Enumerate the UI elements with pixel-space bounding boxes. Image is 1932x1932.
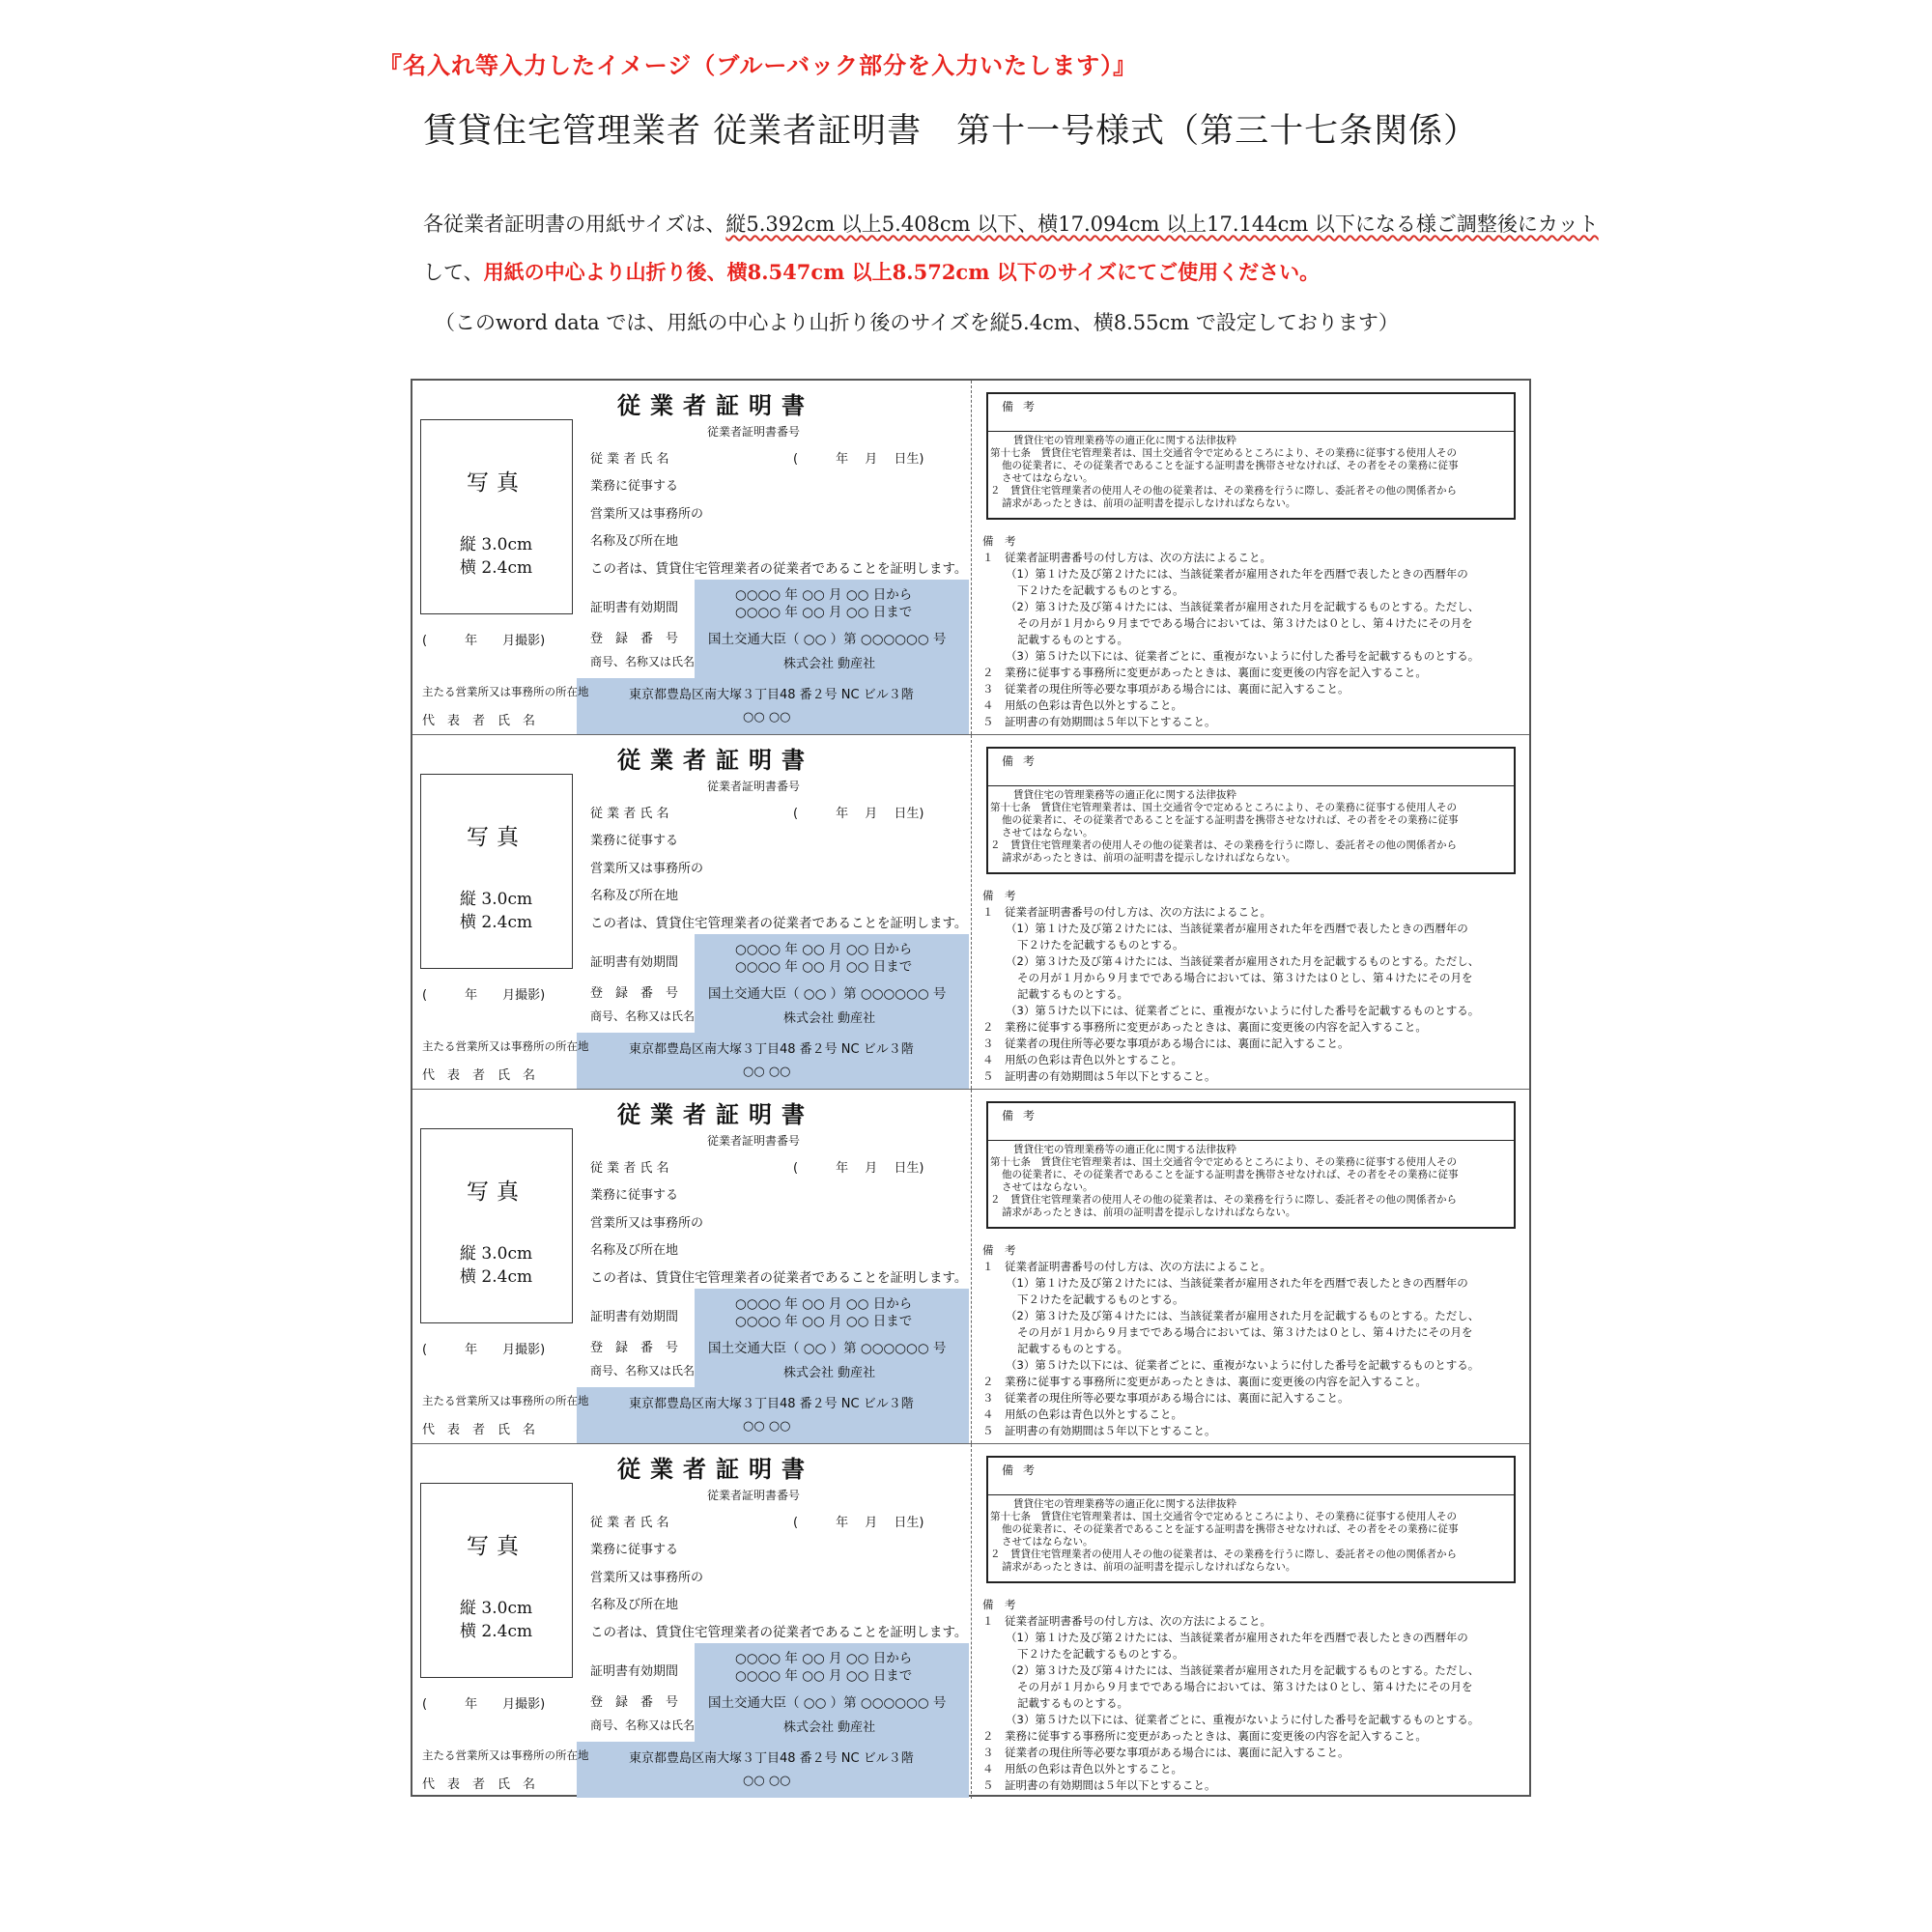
certify-statement: この者は、賃貸住宅管理業者の従業者であることを証明します。 [590, 1625, 968, 1640]
photo-area [420, 774, 573, 969]
validity-label: 証明書有効期間 [590, 601, 679, 615]
registration-number: 国土交通大臣（ ○○ ）第 ○○○○○○ 号 [708, 1341, 947, 1356]
note-item: ４ 用紙の色彩は青色以外とすること。 [982, 1053, 1182, 1066]
remarks-heading: 備考 [1002, 400, 1045, 413]
law-excerpt [990, 1498, 1512, 1574]
law-line: 請求があったときは、前項の証明書を提示しなければならない。 [1002, 497, 1296, 509]
photo-width: 横 2.4cm [460, 558, 533, 578]
note-item: （3）第５けた以下には、従業者ごとに、重複がないように付した番号を記載するものとする。 [1006, 1713, 1480, 1726]
note-item: ３ 従業者の現住所等必要な事項がある場合には、裏面に記入すること。 [982, 1037, 1350, 1050]
registration-number: 国土交通大臣（ ○○ ）第 ○○○○○○ 号 [708, 1695, 947, 1711]
representative-label: 代 表 者 氏 名 [422, 714, 536, 728]
remarks-heading: 備考 [1002, 1109, 1045, 1122]
note-item: （2）第３けた及び第４けたには、当該従業者が雇用された月を記載するものとする。ただし、 [1006, 600, 1480, 613]
certificate-card-4 [412, 1444, 1529, 1799]
certificate-sheet [411, 379, 1531, 1797]
office-label-2: 営業所又は事務所の [590, 1216, 704, 1231]
note-item: 記載するものとする。 [1017, 987, 1128, 1001]
law-title: 賃貸住宅の管理業務等の適正化に関する法律抜粋 [1013, 1498, 1236, 1510]
law-excerpt [990, 435, 1512, 510]
company-name: 株式会社 動産社 [783, 1366, 876, 1380]
note-item: （2）第３けた及び第４けたには、当該従業者が雇用された月を記載するものとする。ただし、 [1006, 1663, 1480, 1677]
photo-height: 縦 3.0cm [460, 1244, 533, 1264]
law-line: 第十七条 賃貸住宅管理業者は、国土交通省令で定めるところにより、その業務に従事する使用人その [990, 447, 1457, 459]
remarks-heading: 備考 [1002, 754, 1045, 768]
trade-name-label: 商号、名称又は氏名 [590, 1009, 696, 1023]
law-line: 他の従業者に、その従業者であることを証する証明書を携帯させなければ、その者をその業務に従事 [1002, 1169, 1459, 1180]
note-item: １ 従業者証明書番号の付し方は、次の方法によること。 [982, 551, 1271, 564]
note-item: １ 従業者証明書番号の付し方は、次の方法によること。 [982, 905, 1271, 919]
notes-heading: 備 考 [982, 534, 1016, 548]
instruction-2a: して、 [423, 261, 484, 284]
registration-label: 登 録 番 号 [590, 632, 679, 646]
note-item: その月が１月から９月までである場合においては、第３けたは０とし、第４けたにその月を [1017, 1680, 1473, 1693]
card-back [973, 735, 1531, 1089]
law-title: 賃貸住宅の管理業務等の適正化に関する法律抜粋 [1013, 435, 1236, 446]
law-line: ２ 賃貸住宅管理業者の使用人その他の従業者は、その業務を行うに際し、委託者その他の関係者から [990, 839, 1457, 851]
note-item: （3）第５けた以下には、従業者ごとに、重複がないように付した番号を記載するものとする。 [1006, 1004, 1480, 1017]
validity-from: ○○○○ 年 ○○ 月 ○○ 日から [735, 587, 913, 603]
birth-date: ( 年 月 日生) [793, 452, 924, 467]
law-line: 請求があったときは、前項の証明書を提示しなければならない。 [1002, 852, 1296, 864]
note-item: （1）第１けた及び第２けたには、当該従業者が雇用された年を西暦で表したときの西暦年の [1006, 1631, 1468, 1644]
notes-heading: 備 考 [982, 889, 1016, 902]
validity-label: 証明書有効期間 [590, 1310, 679, 1324]
representative-name: ○○ ○○ [743, 1065, 791, 1079]
notes-list [982, 1242, 1523, 1439]
law-line: ２ 賃貸住宅管理業者の使用人その他の従業者は、その業務を行うに際し、委託者その他の関係者から [990, 485, 1457, 497]
photo-date: ( 年 月撮影) [422, 1343, 546, 1357]
card-back [973, 1090, 1531, 1443]
validity-to: ○○○○ 年 ○○ 月 ○○ 日まで [735, 959, 913, 975]
card-front [412, 1444, 971, 1799]
note-item: 下２けたを記載するものとする。 [1017, 1293, 1184, 1306]
note-item: ３ 従業者の現住所等必要な事項がある場合には、裏面に記入すること。 [982, 682, 1350, 696]
validity-label: 証明書有効期間 [590, 955, 679, 970]
law-line: 他の従業者に、その従業者であることを証する証明書を携帯させなければ、その者をその業務に従事 [1002, 460, 1459, 471]
representative-label: 代 表 者 氏 名 [422, 1777, 536, 1792]
company-address: 東京都豊島区南大塚３丁目48 番２号 NC ビル３階 [629, 688, 914, 702]
notes-list [982, 888, 1523, 1085]
employee-name-label: 従 業 者 氏 名 [590, 1516, 669, 1530]
office-label-3: 名称及び所在地 [590, 1598, 679, 1612]
note-item: （1）第１けた及び第２けたには、当該従業者が雇用された年を西暦で表したときの西暦年の [1006, 567, 1468, 581]
cert-number-label: 従業者証明書番号 [707, 1489, 801, 1502]
law-title: 賃貸住宅の管理業務等の適正化に関する法律抜粋 [1013, 789, 1236, 801]
registration-label: 登 録 番 号 [590, 1341, 679, 1355]
note-item: ４ 用紙の色彩は青色以外とすること。 [982, 698, 1182, 712]
note-item: （1）第１けた及び第２けたには、当該従業者が雇用された年を西暦で表したときの西暦年の [1006, 922, 1468, 935]
birth-date: ( 年 月 日生) [793, 807, 924, 821]
note-item: ２ 業務に従事する事務所に変更があったときは、裏面に変更後の内容を記入すること。 [982, 666, 1427, 679]
photo-area [420, 1483, 573, 1678]
validity-from: ○○○○ 年 ○○ 月 ○○ 日から [735, 1296, 913, 1312]
certify-statement: この者は、賃貸住宅管理業者の従業者であることを証明します。 [590, 561, 968, 577]
trade-name-label: 商号、名称又は氏名 [590, 1719, 696, 1732]
certify-statement: この者は、賃貸住宅管理業者の従業者であることを証明します。 [590, 916, 968, 931]
photo-date: ( 年 月撮影) [422, 634, 546, 648]
office-label-1: 業務に従事する [590, 479, 679, 494]
note-item: ５ 証明書の有効期間は５年以下とすること。 [982, 1069, 1216, 1083]
photo-date: ( 年 月撮影) [422, 1697, 546, 1712]
fold-line [971, 1444, 972, 1799]
cert-number-label: 従業者証明書番号 [707, 1134, 801, 1148]
company-name: 株式会社 動産社 [783, 1011, 876, 1026]
note-item: ２ 業務に従事する事務所に変更があったときは、裏面に変更後の内容を記入すること。 [982, 1375, 1427, 1388]
trade-name-label: 商号、名称又は氏名 [590, 655, 696, 668]
address-label: 主たる営業所又は事務所の所在地 [422, 685, 589, 698]
note-item: ４ 用紙の色彩は青色以外とすること。 [982, 1762, 1182, 1776]
certify-statement: この者は、賃貸住宅管理業者の従業者であることを証明します。 [590, 1270, 968, 1286]
registration-number: 国土交通大臣（ ○○ ）第 ○○○○○○ 号 [708, 632, 947, 647]
company-name: 株式会社 動産社 [783, 657, 876, 671]
law-line: させてはならない。 [1002, 1181, 1094, 1193]
instruction-line-1 [423, 209, 1599, 238]
trade-name-label: 商号、名称又は氏名 [590, 1364, 696, 1378]
note-item: ５ 証明書の有効期間は５年以下とすること。 [982, 715, 1216, 728]
registration-label: 登 録 番 号 [590, 986, 679, 1001]
photo-label: 写真 [467, 1179, 526, 1205]
fold-line [971, 381, 972, 734]
cert-number-label: 従業者証明書番号 [707, 780, 801, 793]
fold-line [971, 735, 972, 1089]
card-title: 従業者証明書 [617, 1455, 814, 1483]
law-line: させてはならない。 [1002, 1536, 1094, 1548]
note-item: ２ 業務に従事する事務所に変更があったときは、裏面に変更後の内容を記入すること。 [982, 1729, 1427, 1743]
office-label-2: 営業所又は事務所の [590, 862, 704, 876]
card-back [973, 381, 1531, 734]
employee-name-label: 従 業 者 氏 名 [590, 452, 669, 467]
law-line: 第十七条 賃貸住宅管理業者は、国土交通省令で定めるところにより、その業務に従事する使用人その [990, 1511, 1457, 1522]
note-item: 記載するものとする。 [1017, 1342, 1128, 1355]
photo-height: 縦 3.0cm [460, 535, 533, 554]
office-label-2: 営業所又は事務所の [590, 1571, 704, 1585]
card-title: 従業者証明書 [617, 1100, 814, 1128]
note-item: １ 従業者証明書番号の付し方は、次の方法によること。 [982, 1614, 1271, 1628]
note-item: （3）第５けた以下には、従業者ごとに、重複がないように付した番号を記載するものとする。 [1006, 1358, 1480, 1372]
note-item: 下２けたを記載するものとする。 [1017, 1647, 1184, 1661]
employee-name-label: 従 業 者 氏 名 [590, 1161, 669, 1176]
law-divider [988, 1494, 1514, 1495]
page-title: 賃貸住宅管理業者 従業者証明書 第十一号様式（第三十七条関係） [423, 112, 1479, 151]
instruction-2b: 用紙の中心より山折り後、横8.547cm 以上8.572cm 以下のサイズにてご使用ください。 [483, 260, 1321, 284]
law-line: 他の従業者に、その従業者であることを証する証明書を携帯させなければ、その者をその業務に従事 [1002, 1523, 1459, 1535]
validity-from: ○○○○ 年 ○○ 月 ○○ 日から [735, 1651, 913, 1666]
law-line: ２ 賃貸住宅管理業者の使用人その他の従業者は、その業務を行うに際し、委託者その他の関係者から [990, 1548, 1457, 1560]
address-label: 主たる営業所又は事務所の所在地 [422, 1394, 589, 1407]
note-item: １ 従業者証明書番号の付し方は、次の方法によること。 [982, 1260, 1271, 1273]
photo-area [420, 419, 573, 614]
notes-heading: 備 考 [982, 1598, 1016, 1611]
law-line: 請求があったときは、前項の証明書を提示しなければならない。 [1002, 1207, 1296, 1218]
note-item: その月が１月から９月までである場合においては、第３けたは０とし、第４けたにその月を [1017, 971, 1473, 984]
representative-label: 代 表 者 氏 名 [422, 1068, 536, 1083]
birth-date: ( 年 月 日生) [793, 1516, 924, 1530]
note-item: ５ 証明書の有効期間は５年以下とすること。 [982, 1778, 1216, 1792]
law-line: 請求があったときは、前項の証明書を提示しなければならない。 [1002, 1561, 1296, 1573]
law-divider [988, 785, 1514, 786]
law-excerpt-box [986, 1456, 1516, 1583]
remarks-heading: 備考 [1002, 1463, 1045, 1477]
photo-width: 横 2.4cm [460, 913, 533, 932]
office-label-1: 業務に従事する [590, 1543, 679, 1557]
card-front [412, 381, 971, 734]
law-divider [988, 431, 1514, 432]
notes-list [982, 1597, 1523, 1794]
representative-label: 代 表 者 氏 名 [422, 1423, 536, 1437]
photo-date: ( 年 月撮影) [422, 988, 546, 1003]
company-address: 東京都豊島区南大塚３丁目48 番２号 NC ビル３階 [629, 1397, 914, 1411]
photo-width: 横 2.4cm [460, 1267, 533, 1287]
company-name: 株式会社 動産社 [783, 1720, 876, 1735]
instruction-1b: 縦5.392cm 以上5.408cm 以下、横17.094cm 以上17.144cm 以下になる様ご調整後にカット [725, 213, 1599, 236]
law-line: ２ 賃貸住宅管理業者の使用人その他の従業者は、その業務を行うに際し、委託者その他の関係者から [990, 1194, 1457, 1206]
fold-line [971, 1090, 972, 1443]
note-item: その月が１月から９月までである場合においては、第３けたは０とし、第４けたにその月を [1017, 616, 1473, 630]
law-line: 第十七条 賃貸住宅管理業者は、国土交通省令で定めるところにより、その業務に従事する使用人その [990, 802, 1457, 813]
company-address: 東京都豊島区南大塚３丁目48 番２号 NC ビル３階 [629, 1751, 914, 1766]
photo-height: 縦 3.0cm [460, 1599, 533, 1618]
office-label-1: 業務に従事する [590, 1188, 679, 1203]
card-title: 従業者証明書 [617, 746, 814, 774]
office-label-3: 名称及び所在地 [590, 889, 679, 903]
note-item: （2）第３けた及び第４けたには、当該従業者が雇用された月を記載するものとする。ただし、 [1006, 1309, 1480, 1322]
note-item: ３ 従業者の現住所等必要な事項がある場合には、裏面に記入すること。 [982, 1391, 1350, 1405]
registration-number: 国土交通大臣（ ○○ ）第 ○○○○○○ 号 [708, 986, 947, 1002]
address-label: 主たる営業所又は事務所の所在地 [422, 1039, 589, 1053]
note-item: 下２けたを記載するものとする。 [1017, 583, 1184, 597]
employee-name-label: 従 業 者 氏 名 [590, 807, 669, 821]
note-item: ５ 証明書の有効期間は５年以下とすること。 [982, 1424, 1216, 1437]
note-item: 記載するものとする。 [1017, 633, 1128, 646]
validity-to: ○○○○ 年 ○○ 月 ○○ 日まで [735, 1668, 913, 1684]
office-label-3: 名称及び所在地 [590, 1243, 679, 1258]
card-title: 従業者証明書 [617, 391, 814, 419]
photo-area [420, 1128, 573, 1323]
note-item: 記載するものとする。 [1017, 1696, 1128, 1710]
validity-to: ○○○○ 年 ○○ 月 ○○ 日まで [735, 1314, 913, 1329]
note-item: ３ 従業者の現住所等必要な事項がある場合には、裏面に記入すること。 [982, 1746, 1350, 1759]
note-item: （3）第５けた以下には、従業者ごとに、重複がないように付した番号を記載するものとする。 [1006, 649, 1480, 663]
certificate-card-2 [412, 735, 1529, 1090]
representative-name: ○○ ○○ [743, 1419, 791, 1434]
note-item: （1）第１けた及び第２けたには、当該従業者が雇用された年を西暦で表したときの西暦年の [1006, 1276, 1468, 1290]
note-item: その月が１月から９月までである場合においては、第３けたは０とし、第４けたにその月を [1017, 1325, 1473, 1339]
note-item: （2）第３けた及び第４けたには、当該従業者が雇用された月を記載するものとする。ただし、 [1006, 954, 1480, 968]
note-item: ２ 業務に従事する事務所に変更があったときは、裏面に変更後の内容を記入すること。 [982, 1020, 1427, 1034]
instruction-line-2 [423, 257, 1320, 286]
instruction-line-3: （このword data では、用紙の中心より山折り後のサイズを縦5.4cm、横8.55cm で設定しております） [435, 311, 1399, 334]
law-line: 第十七条 賃貸住宅管理業者は、国土交通省令で定めるところにより、その業務に従事する使用人その [990, 1156, 1457, 1168]
law-excerpt-box [986, 1101, 1516, 1229]
law-line: させてはならない。 [1002, 472, 1094, 484]
card-back [973, 1444, 1531, 1799]
cert-number-label: 従業者証明書番号 [707, 425, 801, 439]
banner-note: 『名入れ等入力したイメージ（ブルーバック部分を入力いたします）』 [379, 52, 1138, 79]
card-front [412, 735, 971, 1089]
note-item: 下２けたを記載するものとする。 [1017, 938, 1184, 952]
law-excerpt-box [986, 392, 1516, 520]
photo-label: 写真 [467, 1534, 526, 1559]
card-front [412, 1090, 971, 1443]
birth-date: ( 年 月 日生) [793, 1161, 924, 1176]
company-address: 東京都豊島区南大塚３丁目48 番２号 NC ビル３階 [629, 1042, 914, 1057]
notes-heading: 備 考 [982, 1243, 1016, 1257]
office-label-3: 名称及び所在地 [590, 534, 679, 549]
photo-height: 縦 3.0cm [460, 890, 533, 909]
law-divider [988, 1140, 1514, 1141]
law-excerpt [990, 789, 1512, 865]
law-line: させてはならない。 [1002, 827, 1094, 838]
photo-width: 横 2.4cm [460, 1622, 533, 1641]
certificate-card-3 [412, 1090, 1529, 1444]
photo-label: 写真 [467, 825, 526, 850]
law-title: 賃貸住宅の管理業務等の適正化に関する法律抜粋 [1013, 1144, 1236, 1155]
validity-from: ○○○○ 年 ○○ 月 ○○ 日から [735, 942, 913, 957]
validity-to: ○○○○ 年 ○○ 月 ○○ 日まで [735, 605, 913, 620]
certificate-card-1 [412, 381, 1529, 735]
notes-list [982, 533, 1523, 730]
office-label-2: 営業所又は事務所の [590, 507, 704, 522]
office-label-1: 業務に従事する [590, 834, 679, 848]
representative-name: ○○ ○○ [743, 710, 791, 724]
photo-label: 写真 [467, 470, 526, 496]
instruction-1a: 各従業者証明書の用紙サイズは、 [423, 213, 726, 236]
representative-name: ○○ ○○ [743, 1774, 791, 1788]
note-item: ４ 用紙の色彩は青色以外とすること。 [982, 1407, 1182, 1421]
validity-label: 証明書有効期間 [590, 1664, 679, 1679]
law-excerpt [990, 1144, 1512, 1219]
address-label: 主たる営業所又は事務所の所在地 [422, 1748, 589, 1762]
law-excerpt-box [986, 747, 1516, 874]
law-line: 他の従業者に、その従業者であることを証する証明書を携帯させなければ、その者をその業務に従事 [1002, 814, 1459, 826]
registration-label: 登 録 番 号 [590, 1695, 679, 1710]
